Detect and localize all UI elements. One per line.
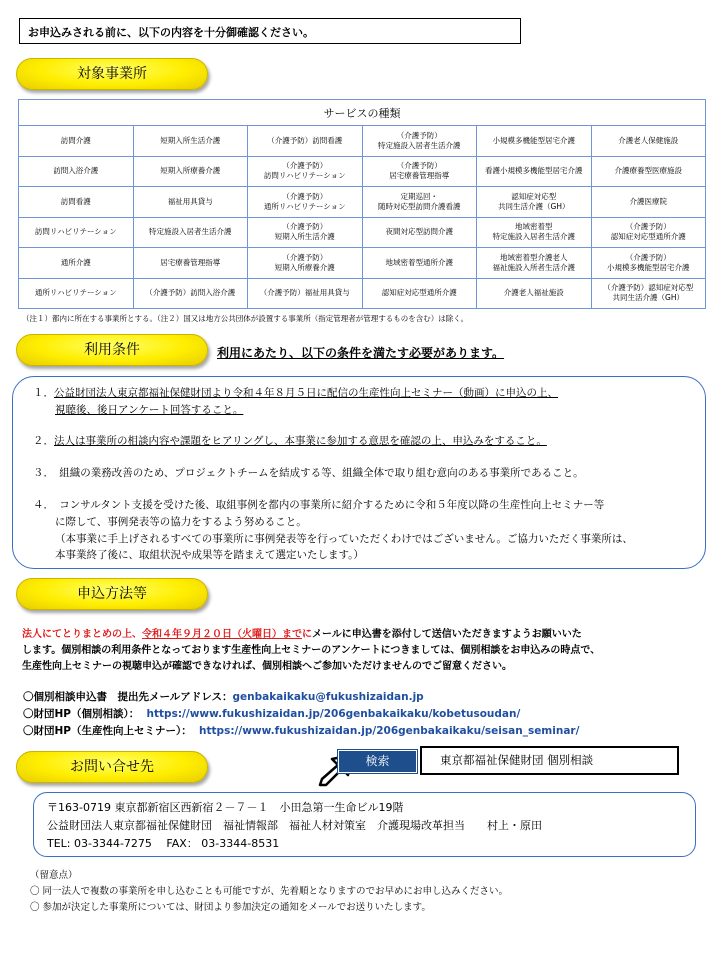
table-row (19, 156, 706, 187)
contact-organization: 公益財団法人東京都福祉保健財団 福祉情報部 福祉人材対策室 介護現場改革担当 村上・原田 (47, 819, 542, 832)
table-row (19, 126, 706, 157)
remarks-title: （留意点） (30, 870, 78, 881)
table-cell: （介護予防）福祉用具貸与 (248, 278, 363, 309)
table-cell: 訪問入浴介護 (19, 156, 134, 187)
hp-seminar-line: 〇財団HP（生産性向上セミナー）： https://www.fukushizaidan.jp/206genbakaikaku/seisan_seminar/ (23, 725, 580, 737)
table-cell: 訪問看護 (19, 187, 134, 218)
table-cell: 認知症対応型通所介護 (362, 278, 477, 309)
contact-phone: TEL: 03-3344-7275 FAX： 03-3344-8531 (47, 837, 280, 850)
table-cell: （介護予防） 訪問リハビリテーション (248, 156, 363, 187)
table-cell: （介護予防）認知症対応型 共同生活介護（GH） (591, 278, 706, 309)
table-cell: 福祉用具貸与 (133, 187, 248, 218)
search-button[interactable]: 検索 (338, 750, 417, 773)
conditions-lead: 利用にあたり、以下の条件を満たす必要があります。 (217, 346, 505, 360)
condition-1-line-1: １．公益財団法人東京都福祉保健財団より令和４年８月５日に配信の生産性向上セミナー（動画）に申込の上、 (33, 387, 558, 399)
table-cell: （介護予防） 認知症対応型通所介護 (591, 217, 706, 248)
condition-3: ３． 組織の業務改善のため、プロジェクトチームを結成する等、組織全体で取り組む意向のある事業所であること。 (33, 467, 584, 479)
table-cell: 看護小規模多機能型居宅介護 (477, 156, 592, 187)
table-cell: 小規模多機能型居宅介護 (477, 126, 592, 157)
section-title-target: 対象事業所 (16, 58, 208, 90)
services-table (18, 99, 706, 309)
condition-2: ２．法人は事業所の相談内容や課題をヒアリングし、本事業に参加する意思を確認の上、申込みをすること。 (33, 435, 547, 447)
table-cell: 通所介護 (19, 248, 134, 279)
condition-4-line-1: ４． コンサルタント支援を受けた後、取組事例を都内の事業所に紹介するために令和５年度以降の生産性向上セミナー等 (33, 499, 605, 511)
table-cell: 訪問介護 (19, 126, 134, 157)
table-cell: 地域密着型介護老人 福祉施設入所者生活介護 (477, 248, 592, 279)
search-query-field[interactable]: 東京都福祉保健財団 個別相談 (420, 746, 679, 775)
table-cell: 地域密着型 特定施設入居者生活介護 (477, 217, 592, 248)
table-cell: 短期入所生活介護 (133, 126, 248, 157)
table-cell: （介護予防） 通所リハビリテーション (248, 187, 363, 218)
section-title-contact: お問い合せ先 (16, 751, 208, 783)
method-line-1: 法人にてとりまとめの上、令和４年９月２０日（火曜日）までにメールに申込書を添付して送信いただきますようお願いいた (22, 629, 582, 640)
condition-4-line-3: （本事業に手上げされるすべての事業所に事例発表等を行っていただくわけではございません。ご協力いただく事業所は、 (55, 533, 633, 545)
table-cell: （介護予防） 短期入所療養介護 (248, 248, 363, 279)
email-line: 〇個別相談申込書 提出先メールアドレス：genbakaikaku@fukushizaidan.jp (23, 691, 424, 703)
conditions-box (12, 376, 706, 569)
condition-4-line-4: 本事業終了後に、取組状況や成果等を踏まえて選定いたします。） (55, 549, 364, 561)
condition-4-line-2: に際して、事例発表等の協力をするよう努めること。 (55, 516, 307, 528)
table-cell: （介護予防） 特定施設入居者生活介護 (362, 126, 477, 157)
table-cell: 認知症対応型 共同生活介護（GH） (477, 187, 592, 218)
table-cell: 居宅療養管理指導 (133, 248, 248, 279)
table-cell: 夜間対応型訪問介護 (362, 217, 477, 248)
method-line-2: します。個別相談の利用条件となっております生産性向上セミナーのアンケートにつきましては、個別相談をお申込みの時点で、 (22, 645, 601, 656)
email-link[interactable]: genbakaikaku@fukushizaidan.jp (232, 691, 424, 703)
table-cell: （介護予防）訪問入浴介護 (133, 278, 248, 309)
table-cell: 地域密着型通所介護 (362, 248, 477, 279)
table-row (19, 217, 706, 248)
table-cell: 介護老人福祉施設 (477, 278, 592, 309)
contact-address: 〒163-0719 東京都新宿区西新宿２－７－１ 小田急第一生命ビル19階 (47, 801, 404, 814)
table-cell: （介護予防） 小規模多機能型居宅介護 (591, 248, 706, 279)
table-cell: 定期巡回・ 随時対応型訪問介護看護 (362, 187, 477, 218)
section-title-method: 申込方法等 (16, 578, 208, 610)
table-cell: （介護予防） 居宅療養管理指導 (362, 156, 477, 187)
table-cell: （介護予防）訪問看護 (248, 126, 363, 157)
remarks-item-2: 〇 参加が決定した事業所については、財団より参加決定の通知をメールでお送りいたします。 (30, 902, 431, 913)
table-cell: （介護予防） 短期入所生活介護 (248, 217, 363, 248)
contact-box (33, 792, 696, 857)
hp-seminar-link[interactable]: https://www.fukushizaidan.jp/206genbakaikaku/seisan_seminar/ (199, 725, 580, 737)
remarks-item-1: 〇 同一法人で複数の事業所を申し込むことも可能ですが、先着順となりますのでお早めにお申し込みください。 (30, 886, 509, 897)
hp-consult-link[interactable]: https://www.fukushizaidan.jp/206genbakaikaku/kobetusoudan/ (146, 708, 521, 720)
table-cell: 介護療養型医療施設 (591, 156, 706, 187)
hp-consult-line: 〇財団HP（個別相談）： https://www.fukushizaidan.jp/206genbakaikaku/kobetusoudan/ (23, 708, 521, 720)
condition-1-line-2: 視聴後、後日アンケート回答すること。 (55, 404, 244, 416)
table-cell: 介護医療院 (591, 187, 706, 218)
services-table-header: サービスの種類 (19, 100, 706, 126)
table-cell: 通所リハビリテーション (19, 278, 134, 309)
table-row (19, 248, 706, 279)
table-cell: 特定施設入居者生活介護 (133, 217, 248, 248)
table-cell: 介護老人保健施設 (591, 126, 706, 157)
table-row (19, 187, 706, 218)
method-line-3: 生産性向上セミナーの視聴申込が確認できなければ、個別相談へご参加いただけませんのでご留意ください。 (22, 661, 512, 672)
section-title-conditions: 利用条件 (16, 334, 208, 366)
footnote: （注１）都内に所在する事業所とする。（注２）国又は地方公共団体が設置する事業所（指定管理者が管理するものを含む）は除く。 (22, 314, 469, 323)
table-cell: 短期入所療養介護 (133, 156, 248, 187)
notice-box: お申込みされる前に、以下の内容を十分御確認ください。 (19, 18, 521, 44)
table-row (19, 278, 706, 309)
table-cell: 訪問リハビリテーション (19, 217, 134, 248)
